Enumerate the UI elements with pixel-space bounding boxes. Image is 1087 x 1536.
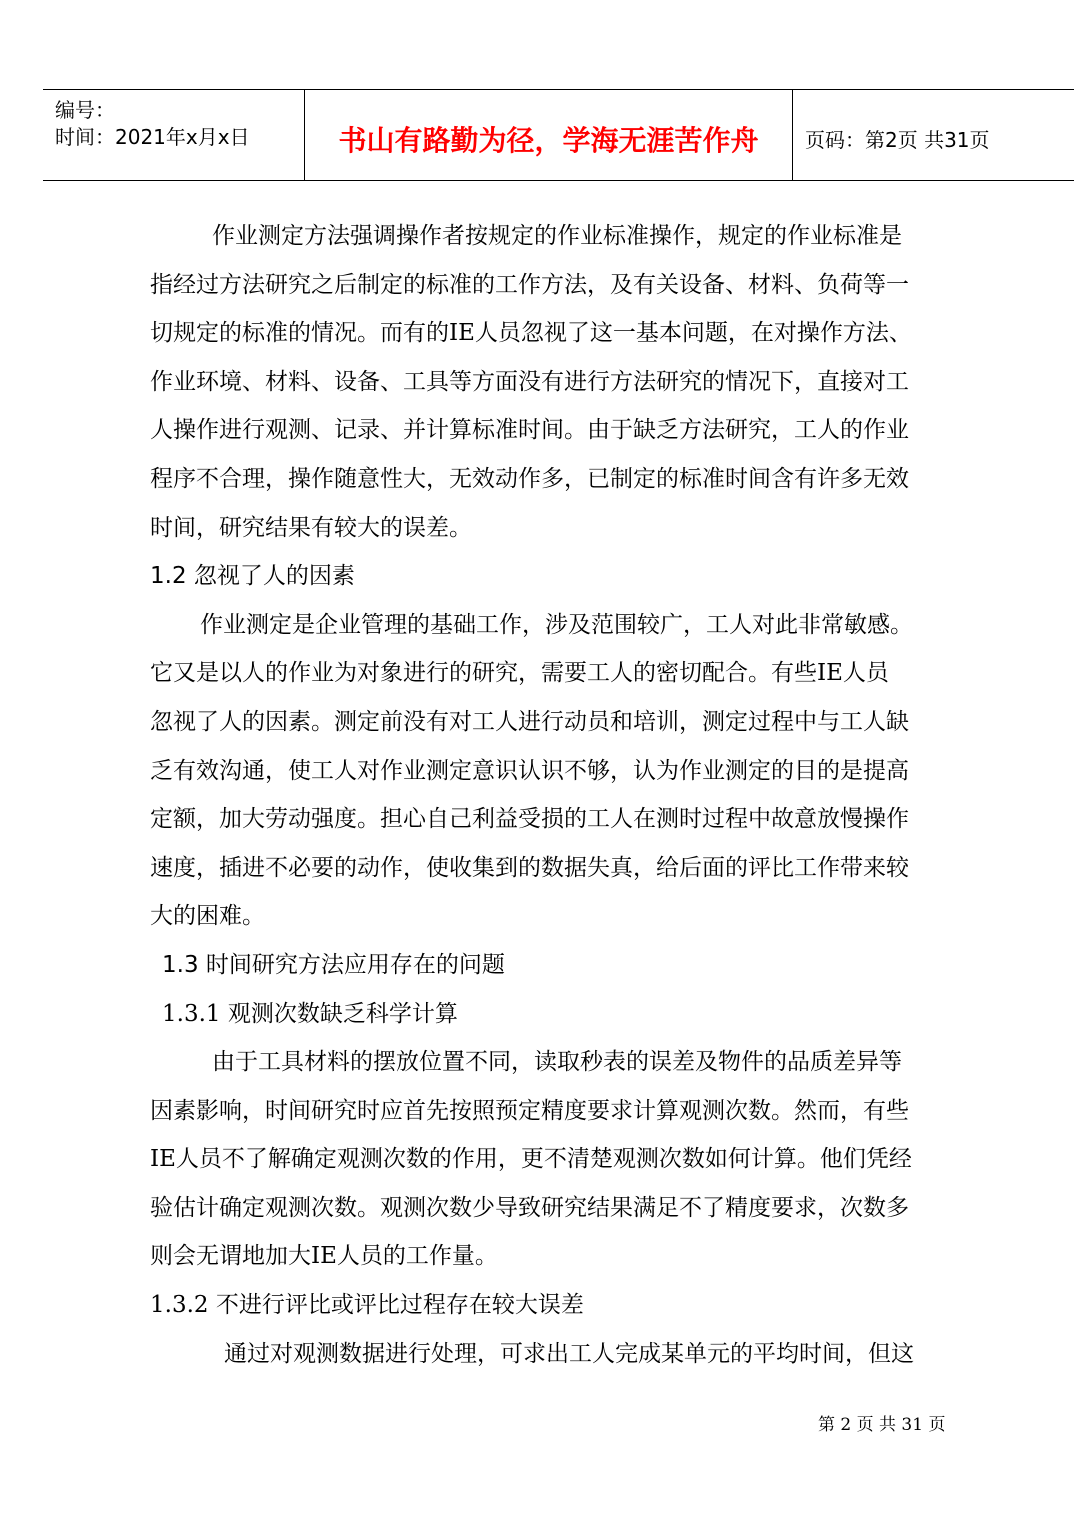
text-line: 它又是以人的作业为对象进行的研究，需要工人的密切配合。有些IE人员: [150, 660, 889, 687]
page-header: [43, 89, 1074, 181]
text-line: 由于工具材料的摆放位置不同，读取秒表的误差及物件的品质差异等: [212, 1049, 902, 1076]
text-line: 忽视了人的因素。测定前没有对工人进行动员和培训，测定过程中与工人缺: [150, 708, 909, 735]
text-line: 指经过方法研究之后制定的标准的工作方法，及有关设备、材料、负荷等一: [150, 271, 909, 298]
text-line: IE人员不了解确定观测次数的作用，更不清楚观测次数如何计算。他们凭经: [150, 1146, 912, 1173]
text-line: 作业测定方法强调操作者按规定的作业标准操作，规定的作业标准是: [212, 223, 902, 249]
text-line: 验估计确定观测次数。观测次数少导致研究结果满足不了精度要求，次数多: [150, 1194, 909, 1221]
header-page-number: 页码：第2页 共31页: [805, 128, 990, 152]
serial-number-label: 编号：: [55, 98, 115, 122]
text-line: 作业测定是企业管理的基础工作，涉及范围较广，工人对此非常敏感。: [200, 611, 913, 638]
header-motto: 书山有路勤为径，学海无涯苦作舟: [338, 124, 759, 157]
text-line: 程序不合理，操作随意性大，无效动作多，已制定的标准时间含有许多无效: [150, 465, 909, 492]
text-line: 1.3.1 观测次数缺乏科学计算: [162, 1000, 458, 1027]
text-line: 因素影响，时间研究时应首先按照预定精度要求计算观测次数。然而，有些: [150, 1097, 909, 1124]
text-line: 定额，加大劳动强度。担心自己利益受损的工人在测时过程中故意放慢操作: [150, 806, 909, 833]
text-line: 乏有效沟通，使工人对作业测定意识认识不够，认为作业测定的目的是提高: [150, 757, 909, 784]
header-page-cell: [793, 90, 1074, 180]
text-line: 人操作进行观测、记录、并计算标准时间。由于缺乏方法研究，工人的作业: [150, 417, 909, 444]
text-line: 速度，插进不必要的动作，使收集到的数据失真，给后面的评比工作带来较: [150, 854, 909, 881]
text-line: 1.3 时间研究方法应用存在的问题: [162, 951, 505, 978]
text-line: 1.2 忽视了人的因素: [150, 563, 355, 590]
text-line: 大的困难。: [150, 903, 265, 930]
text-line: 切规定的标准的情况。而有的IE人员忽视了这一基本问题，在对操作方法、: [150, 320, 912, 347]
document-body: [150, 212, 980, 1378]
page-footer: 第 2 页 共 31 页: [818, 1415, 946, 1435]
header-info-cell: [43, 90, 305, 180]
text-line: 则会无谓地加大IE人员的工作量。: [150, 1243, 498, 1270]
text-line: 通过对观测数据进行处理，可求出工人完成某单元的平均时间，但这: [224, 1340, 914, 1367]
header-motto-cell: [305, 90, 793, 180]
text-line: 1.3.2 不进行评比或评比过程存在较大误差: [150, 1292, 584, 1319]
text-line: 作业环境、材料、设备、工具等方面没有进行方法研究的情况下，直接对工: [150, 368, 909, 395]
date-label: 时间：2021年x月x日: [55, 125, 250, 149]
text-line: 时间，研究结果有较大的误差。: [150, 514, 472, 541]
